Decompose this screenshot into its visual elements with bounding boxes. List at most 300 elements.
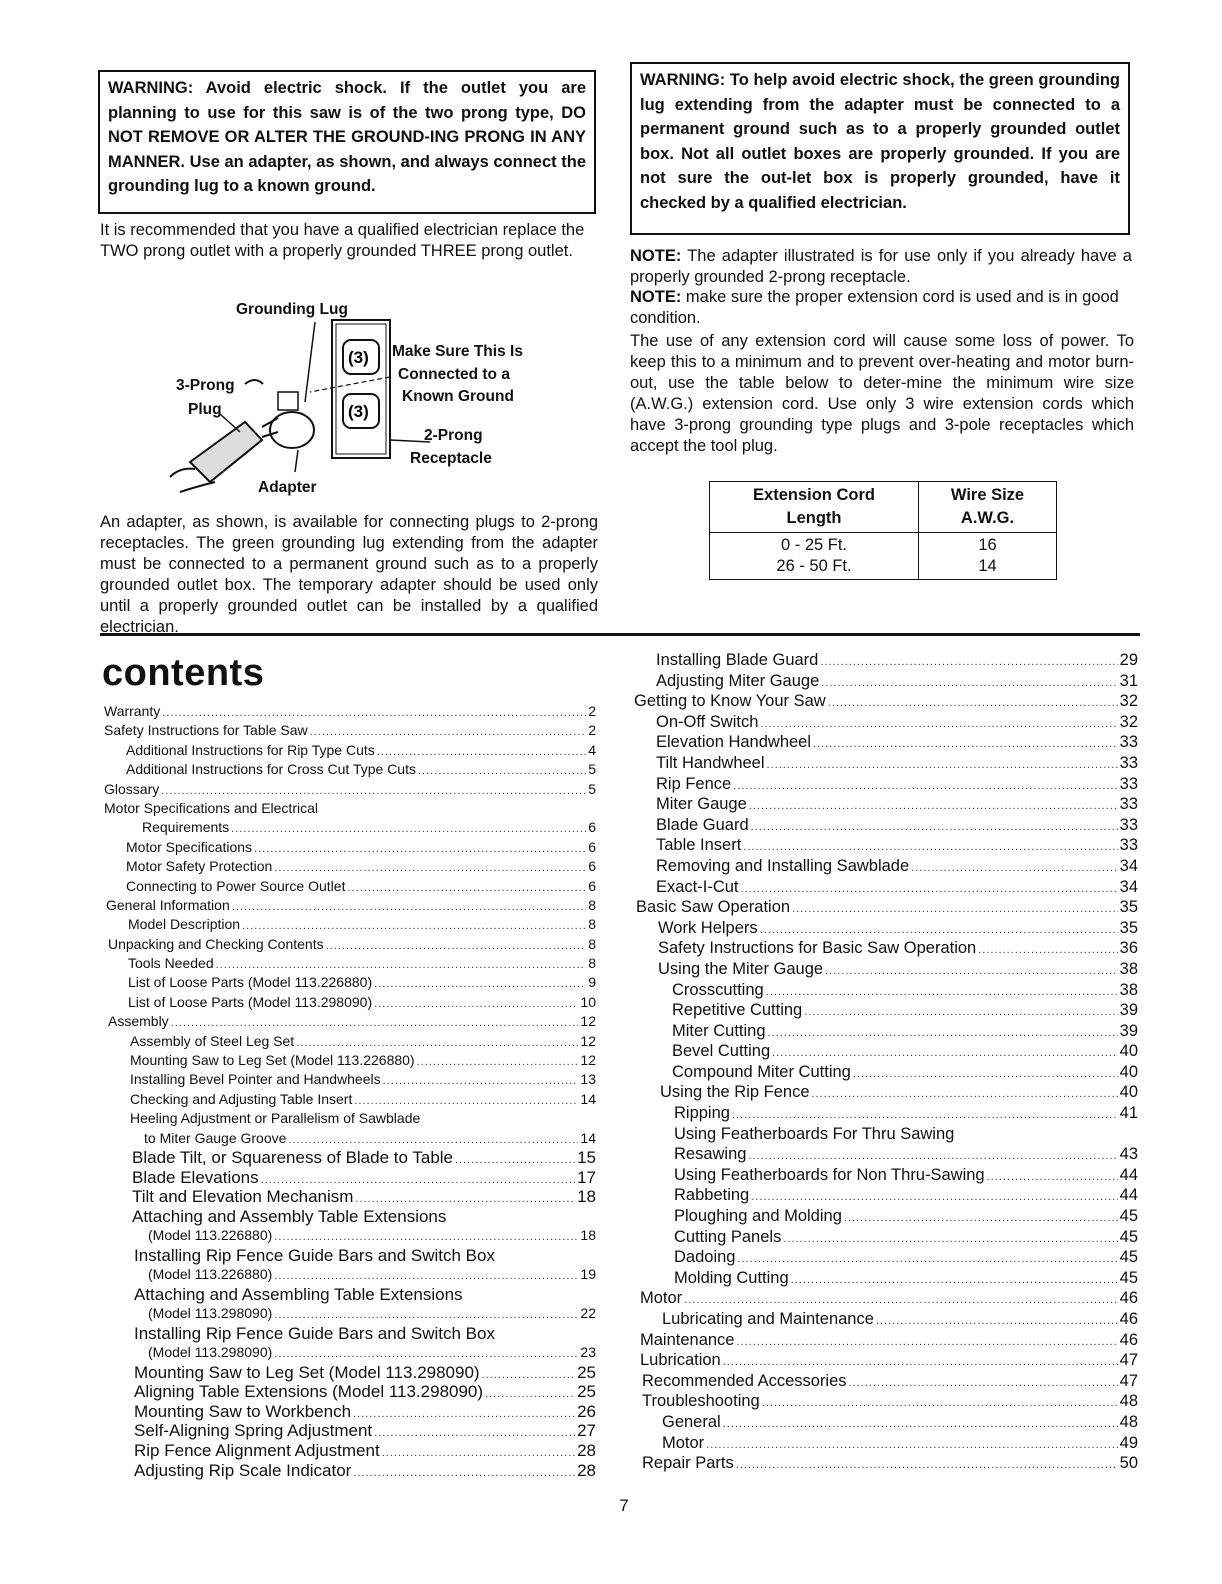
toc-entry [634, 712, 1138, 733]
toc-leader-dots [684, 1288, 1117, 1309]
toc-entry-label: General [662, 1412, 721, 1431]
toc-entry [104, 857, 596, 876]
toc-entry [634, 671, 1138, 692]
toc-entry [104, 1441, 596, 1461]
note-2-label: NOTE: [630, 288, 682, 306]
toc-entry [634, 815, 1138, 836]
toc-entry-label: to Miter Gauge Groove [144, 1129, 287, 1146]
toc-entry-label: Maintenance [640, 1330, 735, 1349]
toc-entry [634, 1391, 1138, 1412]
toc-leader-dots [377, 741, 586, 760]
toc-entry [104, 1421, 596, 1441]
toc-entry [634, 918, 1138, 939]
toc-entry-page: 2 [588, 703, 596, 719]
toc-entry [634, 1124, 1138, 1145]
toc-leader-dots [231, 818, 586, 837]
toc-entry-page: 39 [1119, 1021, 1138, 1040]
toc-entry-label: Motor Specifications [126, 838, 253, 855]
toc-entry-label: Mounting Saw to Leg Set (Model 113.226880) [130, 1052, 415, 1069]
toc-leader-dots [736, 1453, 1118, 1474]
toc-entry-label: Exact-I-Cut [656, 877, 739, 896]
toc-entry-label: Using Featherboards For Thru Sawing [674, 1124, 955, 1143]
warning-right-text: WARNING: To help avoid electric shock, the green grounding lug extending from the adapter must be connected to a permanent ground such as to a properly grounded outlet box. Not all outlet boxes are properly grounded. If you are not sure the out-let box is properly grounded, have it checked by a qualified electrician. [640, 71, 1120, 212]
toc-entry [634, 732, 1138, 753]
toc-entry-label: Additional Instructions for Rip Type Cuts [126, 741, 375, 758]
toc-entry-page: 33 [1119, 733, 1138, 752]
toc-entry [104, 954, 596, 973]
toc-entry [634, 1309, 1138, 1330]
toc-entry [104, 973, 596, 992]
toc-entry-label: Additional Instructions for Cross Cut Type Cuts [126, 761, 416, 778]
toc-entry-page: 22 [580, 1305, 596, 1322]
toc-entry-page: 39 [1119, 1001, 1138, 1020]
adapter-paragraph: An adapter, as shown, is available for connecting plugs to 2-prong receptacles. The green grounding lug extending from the adapter must be connected to a permanent ground such as to a properly grounded outlet box. The temporary adapter should be used only until a properly grounded outlet can be installed by a qualified electrician. [100, 513, 598, 636]
toc-entry-label: Assembly of Steel Leg Set [130, 1032, 295, 1049]
toc-leader-dots [876, 1309, 1118, 1330]
toc-entry-label: Lubricating and Maintenance [662, 1310, 874, 1328]
toc-entry-label: Resawing [674, 1145, 747, 1164]
ext-table-awg-cell: 14 [919, 556, 1057, 580]
toc-leader-dots [748, 1144, 1117, 1165]
toc-entry [634, 1144, 1138, 1165]
toc-leader-dots [987, 1165, 1118, 1186]
svg-text:(3): (3) [348, 402, 369, 421]
toc-leader-dots [751, 815, 1118, 836]
toc-leader-dots [820, 650, 1117, 671]
toc-entry-page: 45 [1119, 1207, 1138, 1226]
toc-leader-dots [737, 1247, 1117, 1268]
toc-entry [104, 1265, 596, 1284]
toc-entry-label: (Model 113.298090) [148, 1305, 273, 1322]
toc-leader-dots [274, 1304, 578, 1323]
toc-entry-page: 35 [1119, 898, 1138, 917]
toc-entry-page: 33 [1119, 753, 1138, 772]
label-make-sure-3: Known Ground [402, 388, 514, 405]
toc-leader-dots [767, 753, 1118, 774]
toc-entry-label: Self-Aligning Spring Adjustment [134, 1421, 373, 1441]
toc-entry [634, 774, 1138, 795]
toc-leader-dots [418, 760, 586, 779]
toc-entry [104, 1148, 596, 1168]
toc-entry-page: 47 [1119, 1371, 1138, 1390]
toc-entry [634, 959, 1138, 980]
toc-entry-page: 34 [1119, 856, 1138, 875]
toc-leader-dots [485, 1382, 575, 1402]
extension-paragraph: The use of any extension cord will cause some loss of power. To keep this to a minimum and to prevent over-heating and motor burn-out, use the table below to deter-mine the minimum wire size (A.W.G.) extension cord. Use only 3 wire extension cords which have 3-prong grounding type plugs and 3-pole receptacles which accept the tool plug. [630, 332, 1134, 455]
toc-entry-label: Blade Tilt, or Squareness of Blade to Table [132, 1147, 453, 1167]
toc-entry-page: 44 [1119, 1165, 1138, 1184]
section-divider [100, 633, 1140, 636]
toc-leader-dots [825, 959, 1118, 980]
toc-entry-page: 14 [580, 1129, 596, 1146]
contents-title: contents [102, 652, 265, 694]
toc-entry [104, 935, 596, 954]
toc-entry-label: Assembly [108, 1013, 169, 1030]
toc-entry-label: Troubleshooting [642, 1392, 760, 1411]
toc-entry [104, 993, 596, 1012]
toc-leader-dots [821, 671, 1117, 692]
toc-entry [104, 1012, 596, 1031]
toc-leader-dots [723, 1350, 1118, 1371]
toc-leader-dots [783, 1227, 1117, 1248]
warning-box-left [98, 70, 596, 214]
toc-entry-label: Attaching and Assembling Table Extensions [134, 1284, 463, 1304]
toc-entry-label: Bevel Cutting [672, 1042, 771, 1061]
toc-entry-page: 44 [1119, 1186, 1138, 1205]
toc-entry-page: 10 [580, 993, 596, 1010]
toc-entry [104, 1090, 596, 1109]
toc-entry [634, 897, 1138, 918]
toc-entry [104, 1109, 596, 1128]
toc-entry-page: 18 [577, 1187, 596, 1207]
toc-entry-page: 9 [588, 974, 596, 991]
toc-entry-label: Installing Rip Fence Guide Bars and Switch Box [134, 1323, 495, 1343]
toc-entry-label: Checking and Adjusting Table Insert [130, 1090, 353, 1107]
toc-entry-page: 41 [1119, 1104, 1138, 1123]
toc-entry-page: 46 [1119, 1310, 1138, 1328]
toc-entry-page: 45 [1119, 1248, 1138, 1267]
toc-entry-label: Glossary [104, 780, 160, 797]
toc-entry-label: Miter Gauge [656, 795, 747, 814]
toc-entry-label: Warranty [104, 703, 161, 719]
toc-entry [634, 1185, 1138, 1206]
toc-entry-label: Molding Cutting [674, 1268, 789, 1287]
toc-entry [634, 1412, 1138, 1433]
toc-entry-page: 14 [580, 1090, 596, 1107]
toc-entry [104, 780, 596, 799]
toc-leader-dots [749, 794, 1118, 815]
toc-entry [634, 1103, 1138, 1124]
toc-entry-page: 40 [1119, 1083, 1138, 1102]
ext-table-header-length [710, 482, 919, 533]
note-2 [630, 287, 1134, 329]
toc-leader-dots [804, 1000, 1117, 1021]
toc-entry-label: Blade Guard [656, 815, 749, 834]
toc-entry-page: 6 [588, 819, 596, 836]
toc-entry-page: 25 [577, 1382, 596, 1402]
toc-entry-page: 4 [588, 741, 596, 758]
toc-entry-label: List of Loose Parts (Model 113.226880) [128, 974, 373, 991]
toc-entry-page: 32 [1119, 712, 1138, 731]
toc-leader-dots [853, 1062, 1118, 1083]
toc-leader-dots [347, 877, 586, 896]
toc-entry-label: (Model 113.226880) [148, 1266, 273, 1283]
toc-entry-label: Basic Saw Operation [636, 898, 791, 917]
toc-entry [634, 1227, 1138, 1248]
toc-entry-page: 8 [588, 916, 596, 933]
ext-table-length-cell: 26 - 50 Ft. [710, 556, 919, 580]
toc-leader-dots [310, 721, 587, 740]
toc-entry [634, 650, 1138, 671]
toc-leader-dots [791, 1268, 1118, 1289]
toc-entry-page: 45 [1119, 1227, 1138, 1246]
toc-entry-label: Table Insert [656, 836, 742, 855]
toc-entry-page: 5 [588, 761, 596, 778]
toc-entry-label: Miter Cutting [672, 1021, 766, 1040]
toc-entry [104, 1324, 596, 1344]
toc-entry [634, 1288, 1138, 1309]
toc-entry-label: Using the Rip Fence [660, 1083, 810, 1102]
toc-leader-dots [743, 835, 1117, 856]
toc-leader-dots [844, 1206, 1118, 1227]
label-3-prong-1: 3-Prong [176, 377, 235, 394]
toc-entry-label: Motor [640, 1289, 683, 1308]
toc-leader-dots [455, 1148, 575, 1168]
toc-leader-dots [978, 938, 1117, 959]
toc-entry-label: On-Off Switch [656, 712, 759, 731]
toc-entry-page: 33 [1119, 836, 1138, 855]
toc-leader-dots [353, 1402, 575, 1422]
toc-leader-dots [812, 1082, 1118, 1103]
toc-entry [634, 1330, 1138, 1351]
toc-entry-label: Recommended Accessories [642, 1371, 847, 1390]
svg-text:(3): (3) [348, 348, 369, 367]
toc-entry [104, 1461, 596, 1481]
toc-entry [634, 835, 1138, 856]
toc-entry [634, 753, 1138, 774]
ext-table-length-cell: 0 - 25 Ft. [710, 533, 919, 557]
toc-leader-dots [760, 918, 1118, 939]
toc-entry [634, 1433, 1138, 1454]
toc-entry-label: Tilt Handwheel [656, 753, 765, 772]
toc-leader-dots [288, 1129, 578, 1148]
toc-leader-dots [296, 1032, 578, 1051]
toc-leader-dots [849, 1371, 1118, 1392]
toc-leader-dots [242, 915, 586, 934]
toc-leader-dots [274, 857, 586, 876]
toc-entry [104, 1226, 596, 1245]
label-2-prong-1: 2-Prong [424, 427, 483, 444]
toc-entry-label: Installing Bevel Pointer and Handwheels [130, 1071, 381, 1088]
ext-table-h2b: A.W.G. [960, 509, 1015, 527]
toc-entry-page: 48 [1119, 1392, 1138, 1411]
toc-entry-label: Crosscutting [672, 980, 764, 999]
toc-entry-label: Blade Elevations [132, 1167, 259, 1187]
toc-entry-label: Rabbeting [674, 1186, 750, 1205]
toc-entry [104, 702, 596, 721]
toc-entry [104, 1246, 596, 1266]
page-number: 7 [619, 1496, 629, 1515]
toc-entry [634, 1247, 1138, 1268]
toc-entry-page: 40 [1119, 1062, 1138, 1081]
toc-entry-label: Elevation Handwheel [656, 733, 812, 752]
toc-leader-dots [216, 954, 587, 973]
toc-entry [104, 1032, 596, 1051]
toc-entry-page: 28 [577, 1441, 596, 1461]
toc-leader-dots [760, 712, 1117, 733]
toc-entry-label: (Model 113.226880) [148, 1227, 273, 1244]
toc-entry [634, 691, 1138, 712]
toc-entry-label: Aligning Table Extensions (Model 113.298090) [134, 1382, 484, 1402]
ext-table-row [710, 556, 1057, 580]
toc-leader-dots [741, 877, 1118, 898]
toc-leader-dots [326, 935, 587, 954]
toc-entry [634, 1000, 1138, 1021]
toc-entry-label: Adjusting Rip Scale Indicator [134, 1460, 352, 1480]
toc-leader-dots [813, 732, 1118, 753]
toc-entry [634, 856, 1138, 877]
toc-leader-dots [383, 1070, 579, 1089]
toc-entry-label: General Information [106, 896, 230, 913]
toc-leader-dots [374, 973, 586, 992]
toc-entry-label: Safety Instructions for Table Saw [104, 722, 308, 739]
toc-entry [104, 1363, 596, 1383]
toc-entry-label: Heeling Adjustment or Parallelism of Sawblade [130, 1110, 421, 1127]
toc-entry-label: Installing Blade Guard [656, 651, 819, 669]
toc-entry-label: Using the Miter Gauge [658, 959, 824, 978]
toc-entry-page: 27 [577, 1421, 596, 1441]
toc-leader-dots [792, 897, 1118, 918]
toc-entry [104, 1187, 596, 1207]
toc-entry [634, 1165, 1138, 1186]
toc-entry-page: 46 [1119, 1289, 1138, 1308]
toc-leader-dots [274, 1265, 578, 1284]
toc-entry-label: Motor [662, 1433, 705, 1452]
toc-leader-dots [762, 1391, 1118, 1412]
toc-leader-dots [828, 691, 1118, 712]
toc-entry-label: Repair Parts [642, 1454, 734, 1473]
toc-entry-page: 18 [580, 1227, 596, 1244]
toc-leader-dots [274, 1226, 578, 1245]
toc-entry-label: Mounting Saw to Workbench [134, 1401, 352, 1421]
toc-entry-page: 12 [580, 1052, 596, 1069]
toc-entry [634, 938, 1138, 959]
toc-entry [634, 1453, 1138, 1474]
toc-entry-page: 5 [588, 780, 596, 797]
toc-leader-dots [374, 993, 578, 1012]
toc-entry-page: 19 [580, 1266, 596, 1283]
toc-entry [104, 1207, 596, 1227]
toc-entry-label: Repetitive Cutting [672, 1001, 803, 1020]
toc-entry-label: Motor Safety Protection [126, 858, 273, 875]
label-make-sure-2: Connected to a [398, 366, 510, 383]
toc-leader-dots [723, 1412, 1118, 1433]
note-1-text: The adapter illustrated is for use only if you already have a properly grounded 2-prong receptacle. [630, 247, 1132, 286]
toc-entry [104, 896, 596, 915]
toc-left-column [104, 702, 596, 1480]
toc-entry-page: 43 [1119, 1145, 1138, 1164]
toc-leader-dots [171, 1012, 579, 1031]
toc-leader-dots [354, 1090, 578, 1109]
toc-entry-page: 35 [1119, 918, 1138, 937]
note-1 [630, 246, 1132, 288]
toc-entry [104, 1343, 596, 1362]
toc-entry-page: 38 [1119, 980, 1138, 999]
toc-leader-dots [732, 1103, 1118, 1124]
toc-entry [104, 1168, 596, 1188]
toc-entry-label: Motor Specifications and Electrical [104, 799, 318, 816]
toc-entry-label: Attaching and Assembly Table Extensions [132, 1206, 447, 1226]
toc-entry [634, 794, 1138, 815]
toc-entry-label: Requirements [142, 819, 230, 836]
toc-leader-dots [706, 1433, 1117, 1454]
toc-leader-dots [261, 1168, 575, 1188]
toc-entry [104, 1285, 596, 1305]
warning-left-text: WARNING: Avoid electric shock. If the outlet you are planning to use for this saw is of the two prong type, DO NOT REMOVE OR ALTER THE GROUND-ING PRONG IN ANY MANNER. Use an adapter, as shown, and always connect the grounding lug to a known ground. [108, 79, 586, 196]
note-1-label: NOTE: [630, 247, 682, 265]
toc-entry-page: 6 [588, 838, 596, 855]
toc-leader-dots [353, 1461, 575, 1481]
toc-leader-dots [733, 774, 1117, 795]
label-adapter: Adapter [258, 479, 317, 496]
toc-entry-page: 38 [1119, 959, 1138, 978]
toc-entry-page: 33 [1119, 815, 1138, 834]
ext-table-h1a: Extension Cord [753, 486, 875, 504]
toc-entry [634, 877, 1138, 898]
toc-entry-label: List of Loose Parts (Model 113.298090) [128, 993, 373, 1010]
ext-table-h1b: Length [786, 509, 842, 527]
toc-entry [634, 1041, 1138, 1062]
toc-entry-page: 12 [580, 1013, 596, 1030]
toc-entry-page: 50 [1119, 1454, 1138, 1473]
toc-entry-page: 47 [1119, 1351, 1138, 1370]
toc-entry [104, 1129, 596, 1148]
toc-entry-label: Dadoing [674, 1248, 736, 1267]
toc-entry [104, 1382, 596, 1402]
toc-entry-page: 17 [577, 1167, 596, 1187]
toc-entry-label: Rip Fence [656, 774, 732, 793]
toc-leader-dots [772, 1041, 1118, 1062]
toc-entry [634, 1350, 1138, 1371]
toc-entry-label: Rip Fence Alignment Adjustment [134, 1441, 380, 1461]
toc-entry-page: 15 [577, 1147, 596, 1167]
toc-entry-page: 46 [1119, 1330, 1138, 1349]
note-2-text: make sure the proper extension cord is used and is in good condition. [630, 288, 1119, 327]
toc-entry-page: 8 [588, 955, 596, 972]
ext-table-h2a: Wire Size [950, 486, 1025, 504]
toc-entry-label: (Model 113.298090) [148, 1344, 273, 1361]
toc-entry-page: 12 [580, 1032, 596, 1049]
toc-entry [104, 1051, 596, 1070]
toc-leader-dots [254, 838, 586, 857]
toc-entry-label: Cutting Panels [674, 1227, 782, 1246]
adapter-diagram [150, 292, 570, 502]
toc-entry-label: Model Description [128, 916, 241, 933]
toc-entry-page: 28 [577, 1460, 596, 1480]
toc-leader-dots [355, 1187, 575, 1207]
toc-entry [104, 877, 596, 896]
toc-entry-label: Adjusting Miter Gauge [656, 671, 820, 690]
toc-right-column [634, 650, 1138, 1474]
toc-entry [104, 1402, 596, 1422]
toc-entry-label: Compound Miter Cutting [672, 1062, 851, 1081]
toc-leader-dots [768, 1021, 1118, 1042]
toc-entry-page: 31 [1119, 671, 1138, 690]
toc-leader-dots [766, 980, 1118, 1001]
toc-entry-page: 45 [1119, 1268, 1138, 1287]
toc-entry-page: 8 [588, 935, 596, 952]
toc-entry [104, 1304, 596, 1323]
toc-entry-label: Work Helpers [658, 918, 758, 937]
toc-entry-label: Removing and Installing Sawblade [656, 856, 910, 875]
toc-entry-page: 34 [1119, 877, 1138, 896]
toc-entry-page: 29 [1119, 651, 1138, 669]
toc-entry [104, 741, 596, 760]
toc-entry [634, 1268, 1138, 1289]
ext-table-awg-cell: 16 [919, 533, 1057, 557]
toc-entry [104, 799, 596, 818]
toc-entry-page: 8 [588, 896, 596, 913]
toc-entry-page: 48 [1119, 1412, 1138, 1431]
toc-entry [104, 915, 596, 934]
toc-entry-page: 6 [588, 877, 596, 894]
toc-entry [634, 980, 1138, 1001]
toc-entry [634, 1021, 1138, 1042]
toc-entry-label: Safety Instructions for Basic Saw Operation [658, 939, 977, 958]
toc-entry-label: Getting to Know Your Saw [634, 692, 826, 711]
toc-entry-page: 33 [1119, 795, 1138, 814]
label-make-sure-1: Make Sure This Is [392, 343, 523, 360]
